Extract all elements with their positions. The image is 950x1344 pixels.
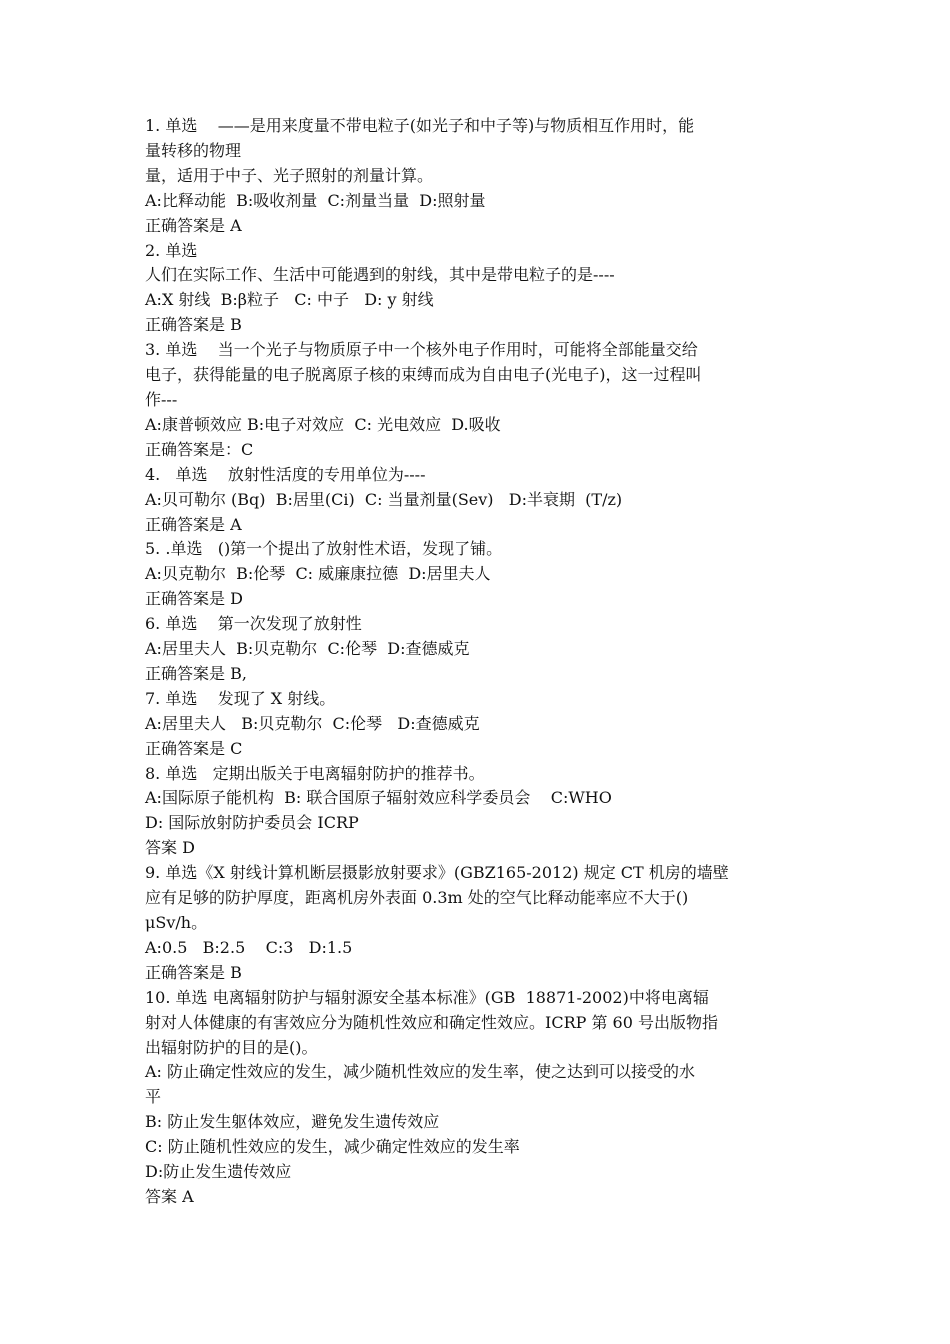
text-line: A:国际原子能机构 B: 联合国原子辐射效应科学委员会 C:WHO: [145, 788, 612, 808]
text-line: 3. 单选 当一个光子与物质原子中一个核外电子作用时，可能将全部能量交给: [145, 340, 698, 360]
text-line: 射对人体健康的有害效应分为随机性效应和确定性效应。ICRP 第 60 号出版物指: [145, 1012, 718, 1032]
text-line: 量转移的物理: [145, 140, 242, 160]
text-line: 9. 单选《X 射线计算机断层摄影放射要求》(GBZ165-2012) 规定 CT 机房的墙壁: [145, 863, 729, 883]
text-line: B: 防止发生躯体效应，避免发生遗传效应: [145, 1112, 440, 1132]
text-line: 人们在实际工作、生活中可能遇到的射线，其中是带电粒子的是----: [145, 265, 615, 285]
text-line: A:居里夫人 B:贝克勒尔 C:伦琴 D:查德威克: [145, 639, 470, 659]
text-line: 正确答案是 B: [145, 962, 242, 982]
text-line: 作---: [145, 389, 178, 409]
text-line: 8. 单选 定期出版关于电离辐射防护的推荐书。: [145, 763, 485, 783]
text-line: 答案 D: [145, 838, 195, 858]
text-line: 正确答案是 C: [145, 738, 243, 758]
text-line: 电子，获得能量的电子脱离原子核的束缚而成为自由电子(光电子)，这一过程叫: [145, 365, 702, 385]
text-line: A: 防止确定性效应的发生，减少随机性效应的发生率，使之达到可以接受的水: [145, 1062, 696, 1082]
text-line: A:X 射线 B:β粒子 C: 中子 D: y 射线: [145, 290, 434, 310]
text-line: A:康普顿效应 B:电子对效应 C: 光电效应 D.吸收: [145, 414, 501, 434]
text-line: 4. 单选 放射性活度的专用单位为----: [145, 464, 426, 484]
text-line: C: 防止随机性效应的发生，减少确定性效应的发生率: [145, 1137, 520, 1157]
text-line: 10. 单选 电离辐射防护与辐射源安全基本标准》(GB 18871-2002)中将电离辐: [145, 987, 709, 1007]
text-line: 出辐射防护的目的是()。: [145, 1037, 318, 1057]
text-line: D:防止发生遗传效应: [145, 1162, 292, 1182]
text-line: 1. 单选 ——是用来度量不带电粒子(如光子和中子等)与物质相互作用时，能: [145, 116, 695, 135]
text-line: D: 国际放射防护委员会 ICRP: [145, 813, 359, 833]
text-line: A:贝克勒尔 B:伦琴 C: 威廉康拉德 D:居里夫人: [145, 564, 491, 584]
text-line: A:0.5 B:2.5 C:3 D:1.5: [145, 937, 353, 957]
text-line: μSv/h。: [145, 913, 208, 932]
text-line: 5. .单选 ()第一个提出了放射性术语，发现了铺。: [145, 539, 503, 559]
text-line: 平: [145, 1087, 162, 1107]
text-line: 6. 单选 第一次发现了放射性: [145, 614, 362, 634]
text-line: 正确答案是 A: [145, 514, 242, 534]
text-line: 答案 A: [145, 1186, 194, 1206]
text-line: 应有足够的防护厚度，距离机房外表面 0.3m 处的空气比释动能率应不大于(): [145, 888, 689, 908]
text-line: A:比释动能 B:吸收剂量 C:剂量当量 D:照射量: [145, 190, 486, 210]
text-line: A:居里夫人 B:贝克勒尔 C:伦琴 D:查德威克: [145, 713, 480, 733]
text-line: A:贝可勒尔 (Bq) B:居里(Ci) C: 当量剂量(Sev) D:半衰期 (T/z): [145, 489, 623, 509]
text-line: 量，适用于中子、光子照射的剂量计算。: [145, 165, 434, 185]
text-line: 正确答案是：C: [145, 439, 254, 459]
text-line: 正确答案是 B,: [145, 663, 247, 683]
text-line: 正确答案是 A: [145, 215, 242, 235]
text-line: 2. 单选: [145, 240, 198, 260]
document-body: [145, 114, 815, 1210]
text-line: 正确答案是 B: [145, 315, 242, 335]
text-line: 正确答案是 D: [145, 589, 243, 609]
text-line: 7. 单选 发现了 X 射线。: [145, 688, 336, 708]
